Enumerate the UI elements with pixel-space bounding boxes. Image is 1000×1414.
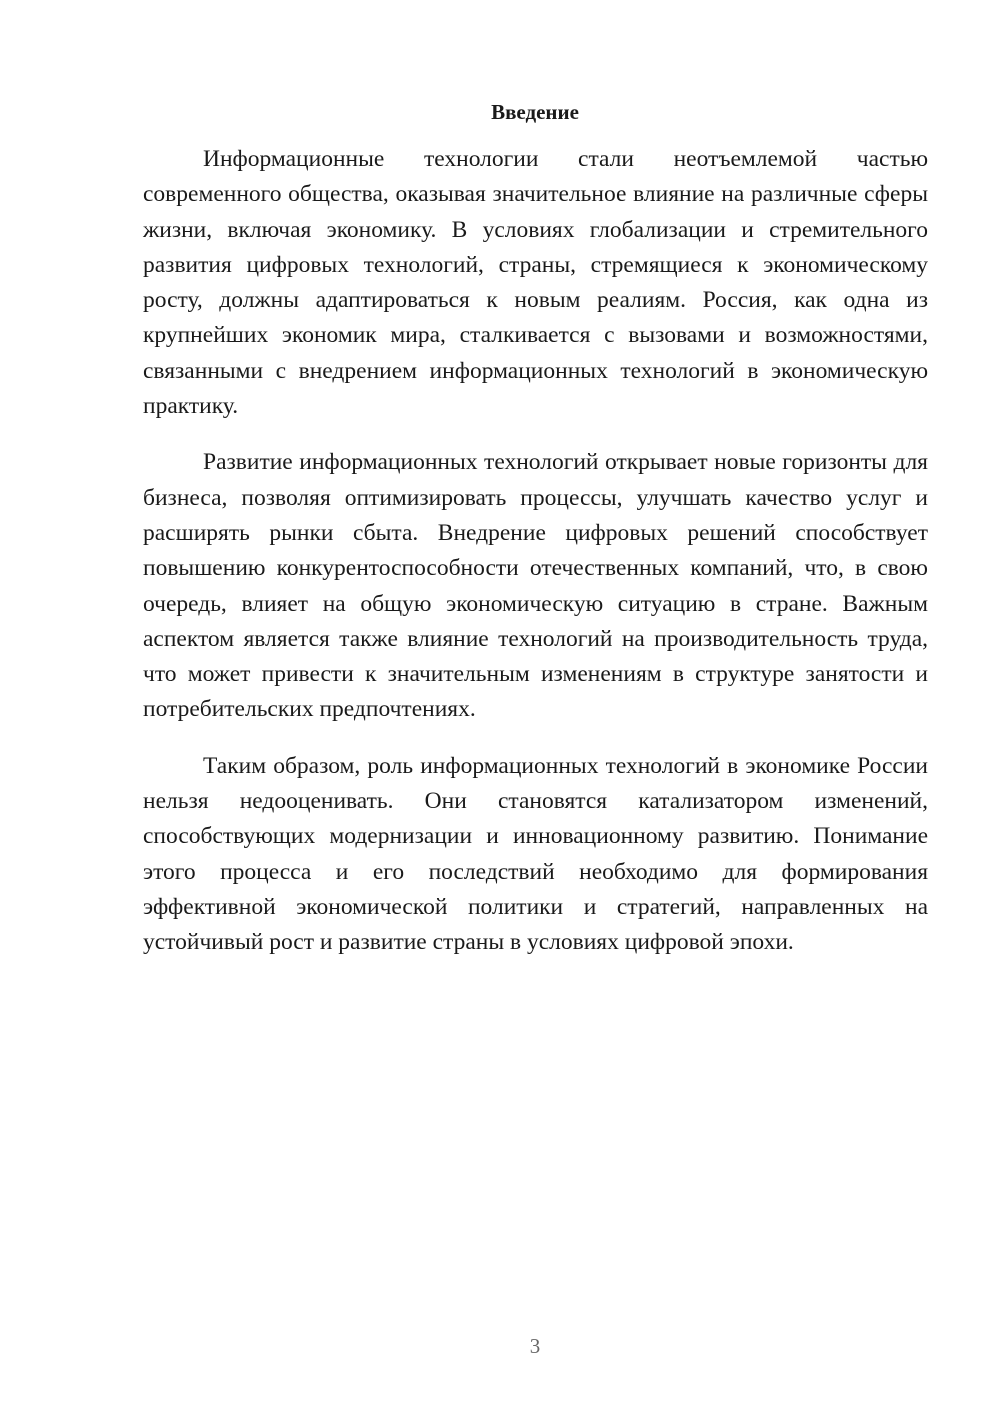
paragraph-3: Таким образом, роль информационных технологий в экономике России нельзя недооценивать. Они становятся катализатором изменений, способствующих модернизации и инновационному развитию. Понимание этого процесса и его последствий необходимо для формирования эффективной экономической политики и стратегий, направленных на устойчивый рост и развитие страны в условиях цифровой эпохи. <box>143 752 928 956</box>
paragraph-2: Развитие информационных технологий открывает новые горизонты для бизнеса, позволяя оптимизировать процессы, улучшать качество услуг и расширять рынки сбыта. Внедрение цифровых решений способствует повышению конкурентоспособности отечественных компаний, что, в свою очередь, влияет на общую экономическую ситуацию в стране. Важным аспектом является также влияние технологий на производительность труда, что может привести к значительным изменениям в структуре занятости и потребительских предпочтениях. <box>143 449 928 723</box>
paragraph-1: Информационные технологии стали неотъемлемой частью современного общества, оказывая значительное влияние на различные сферы жизни, включая экономику. В условиях глобализации и стремительного развития цифровых технологий, страны, стремящиеся к экономическому росту, должны адаптироваться к новым реалиям. Россия, как одна из крупнейших экономик мира, сталкивается с вызовами и возможностями, связанными с внедрением информационных технологий в экономическую практику. <box>143 146 928 420</box>
section-title: Введение <box>491 100 579 124</box>
page-number: 3 <box>529 1334 541 1358</box>
body-text <box>143 142 928 961</box>
